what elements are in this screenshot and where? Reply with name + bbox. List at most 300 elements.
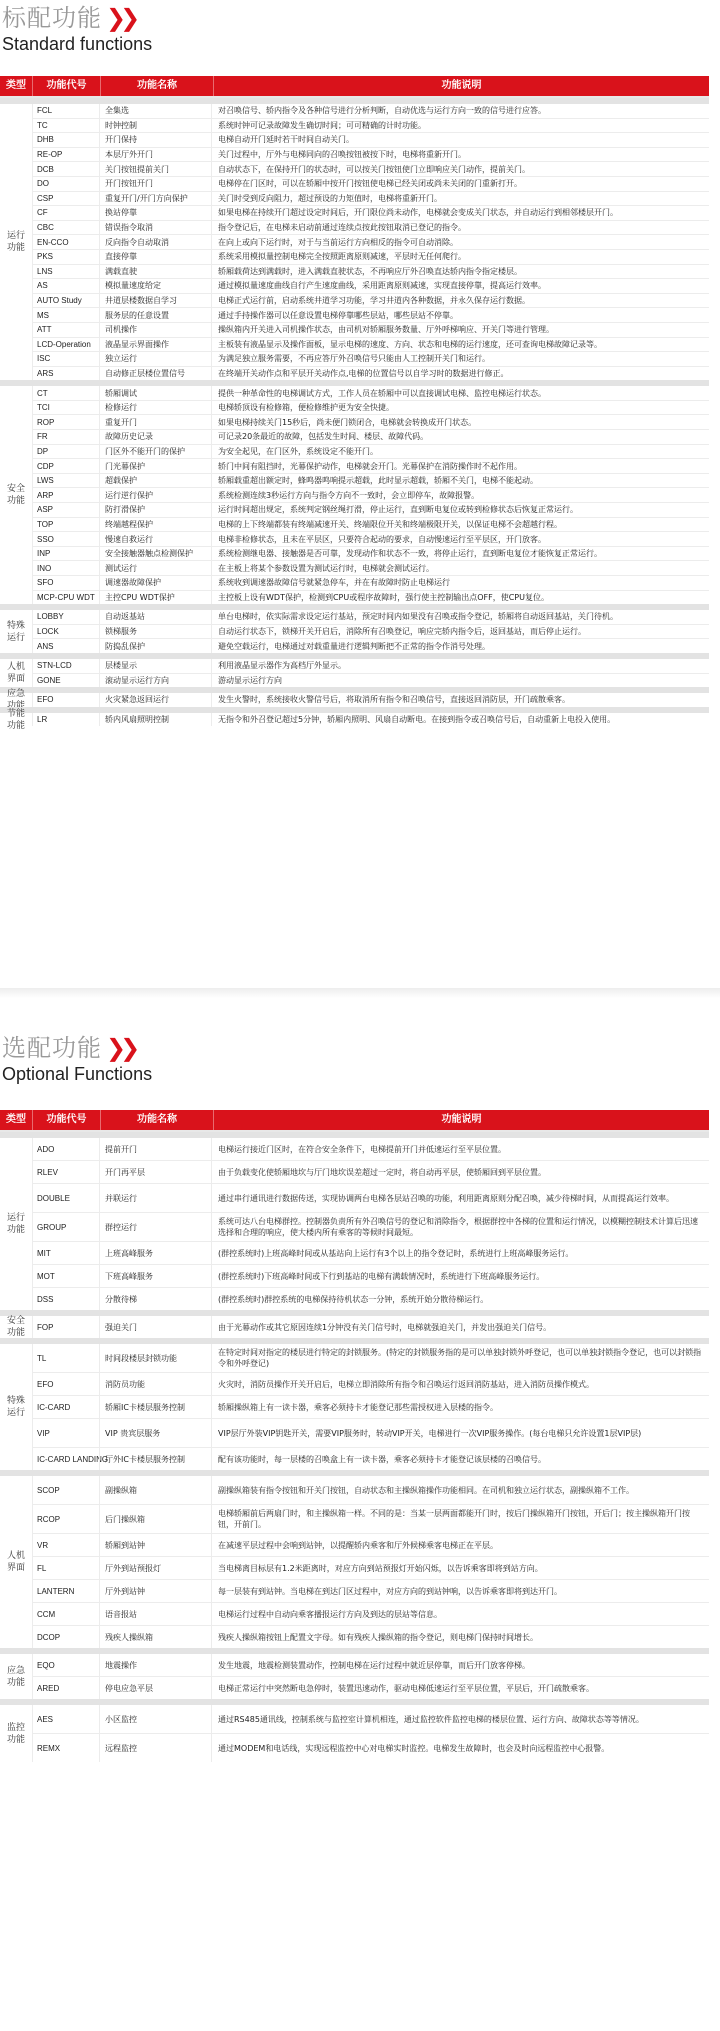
function-name: 火灾紧急返回运行 xyxy=(99,693,211,707)
table-row xyxy=(32,206,709,221)
function-group xyxy=(0,1648,709,1699)
function-description: 在主板上将某个参数设置为测试运行时，电梯就会测试运行。 xyxy=(211,561,709,575)
table-row xyxy=(32,659,709,674)
function-name: 时钟控制 xyxy=(99,119,211,133)
function-name: 防捣乱保护 xyxy=(99,639,211,653)
table-row xyxy=(32,1242,709,1265)
function-description: 系统检测继电器、接触器是否可靠，发现动作和状态不一致，将停止运行，直到断电复位才能恢复正常运行。 xyxy=(211,547,709,561)
function-group xyxy=(0,653,709,687)
function-description: 主控板上设有WDT保护，检测到CPU或程序故障时，强行使主控制输出点OFF，使CPU复位。 xyxy=(211,591,709,605)
function-name: 层楼显示 xyxy=(99,659,211,673)
function-description: 如果电梯持续关门15秒后，尚未便门锁闭合，电梯就会转换成开门状态。 xyxy=(211,415,709,429)
function-code: IC-CARD xyxy=(32,1396,99,1418)
function-description: 避免空载运行，电梯通过对载重量进行逻辑判断把不正常的指令作消号处理。 xyxy=(211,639,709,653)
table-row xyxy=(32,352,709,367)
optional-title-en: Optional Functions xyxy=(2,1064,153,1084)
function-description: 电梯轿厢前后两扇门时，和主操纵箱一样。不同的是：当某一层两面都能开门时，按后门操纵箱开门按钮，开后门；按主操纵箱开门按钮，开前门。 xyxy=(211,1505,709,1533)
function-code: AUTO Study xyxy=(32,294,99,308)
table-row xyxy=(32,1557,709,1580)
function-group xyxy=(0,380,709,604)
function-name: 满载直驶 xyxy=(99,265,211,279)
function-description: 单台电梯时，依实际需求设定运行基站，预定时间内如果没有召唤或指令登记，轿厢将自动返回基站，关门待机。 xyxy=(211,610,709,624)
function-code: EFO xyxy=(32,693,99,707)
standard-functions-table xyxy=(0,76,709,731)
function-name: 厅外IC卡楼层服务控制 xyxy=(99,1448,211,1470)
function-code: CSP xyxy=(32,192,99,206)
table-row xyxy=(32,294,709,309)
function-name: 调速器故障保护 xyxy=(99,576,211,590)
function-description: 电梯正式运行前，启动系统井道学习功能，学习井道内各种数据，并永久保存运行数据。 xyxy=(211,294,709,308)
function-code: EQO xyxy=(32,1654,99,1676)
table-row xyxy=(32,713,709,727)
function-code: VIP xyxy=(32,1419,99,1447)
function-code: TOP xyxy=(32,518,99,532)
function-description: 系统采用模拟量控制电梯完全按照距离原则减速，平层时无任何爬行。 xyxy=(211,250,709,264)
function-name: 全集选 xyxy=(99,104,211,118)
function-code: CF xyxy=(32,206,99,220)
table-row xyxy=(32,133,709,148)
function-description: 通过RS485通讯线，控制系统与监控室计算机相连，通过监控软件监控电梯的楼层位置、运行方向、故障状态等等情况。 xyxy=(211,1705,709,1733)
function-name: 小区监控 xyxy=(99,1705,211,1733)
function-description: 在减速平层过程中会响到站钟，以提醒轿内乘客和厅外候梯乘客电梯正在平层。 xyxy=(211,1534,709,1556)
function-description: 电梯运行过程中自动向乘客播报运行方向及到达的层站等信息。 xyxy=(211,1603,709,1625)
group-type-label: 人机 界面 xyxy=(6,1551,25,1573)
function-description: 轿厢载重超出额定时，蜂鸣器鸣响提示超载，此时显示超载，轿厢不关门，电梯不能起动。 xyxy=(211,474,709,488)
function-code: CCM xyxy=(32,1603,99,1625)
function-name: 地震操作 xyxy=(99,1654,211,1676)
table-row xyxy=(32,1161,709,1184)
function-name: 本层厅外开门 xyxy=(99,148,211,162)
function-description: 提供一种革命性的电梯调试方式，工作人员在轿厢中可以直接调试电梯、监控电梯运行状态。 xyxy=(211,386,709,400)
function-name: 下班高峰服务 xyxy=(99,1265,211,1287)
function-name: 直接停靠 xyxy=(99,250,211,264)
table-row xyxy=(32,279,709,294)
function-description: 在终端开关动作点和平层开关动作点,电梯的位置信号以自学习时的数据进行修正。 xyxy=(211,367,709,381)
function-code: LANTERN xyxy=(32,1580,99,1602)
group-type-label: 人机 界面 xyxy=(6,662,25,685)
function-name: 群控运行 xyxy=(99,1213,211,1241)
table-row xyxy=(32,518,709,533)
function-name: 消防员功能 xyxy=(99,1373,211,1395)
table-row xyxy=(32,250,709,265)
function-description: 系统时钟可记录故障发生确切时间；可可精确的计时功能。 xyxy=(211,119,709,133)
table-row xyxy=(32,1580,709,1603)
function-name: 上班高峰服务 xyxy=(99,1242,211,1264)
table-row xyxy=(32,235,709,250)
function-description: 电梯轿顶设有检修箱，便检修维护更为安全快捷。 xyxy=(211,401,709,415)
function-name: 超载保护 xyxy=(99,474,211,488)
table-row xyxy=(32,1734,709,1762)
optional-functions-table xyxy=(0,1110,709,1762)
table-row xyxy=(32,693,709,707)
function-description: (群控系统时)上班高峰时间或从基站向上运行有3个以上的指令登记时，系统进行上班高峰服务运行。 xyxy=(211,1242,709,1264)
function-name: 重复开门/开门方向保护 xyxy=(99,192,211,206)
function-code: GONE xyxy=(32,674,99,688)
group-type-label: 特殊 运行 xyxy=(6,620,25,643)
table-row xyxy=(32,1654,709,1677)
function-group xyxy=(0,1699,709,1762)
table-row xyxy=(32,1184,709,1213)
function-name: 分散待梯 xyxy=(99,1288,211,1310)
function-name: 门区外不能开门的保护 xyxy=(99,445,211,459)
table-row xyxy=(32,1138,709,1161)
function-code: TCI xyxy=(32,401,99,415)
function-code: ISC xyxy=(32,352,99,366)
function-code: ASP xyxy=(32,503,99,517)
table-row xyxy=(32,547,709,562)
function-description: 如果电梯在持续开门超过设定时间后，开门限位尚未动作，电梯就会变成关门状态，并自动运行到相邻楼层开门。 xyxy=(211,206,709,220)
function-code: STN-LCD xyxy=(32,659,99,673)
table-row xyxy=(32,386,709,401)
function-name: 提前开门 xyxy=(99,1138,211,1160)
function-description: 指令登记后，在电梯未启动前通过连续点按此按钮取消已登记的指令。 xyxy=(211,221,709,235)
function-name: 副操纵箱 xyxy=(99,1476,211,1504)
function-code: INO xyxy=(32,561,99,575)
function-description: 系统收到调速器故障信号就紧急停车，并在有故障时防止电梯运行 xyxy=(211,576,709,590)
double-chevron-right-icon: ❯❯ xyxy=(106,1034,135,1062)
function-description: 当电梯离目标层有1.2米距离时，对应方向到站预报灯开始闪烁，以告诉乘客即将到站方向。 xyxy=(211,1557,709,1579)
function-description: 主板装有液晶显示及操作面板，显示电梯的速度、方向、状态和电梯的运行速度，还可查询电梯故障记录等。 xyxy=(211,338,709,352)
table-row xyxy=(32,1705,709,1734)
function-group xyxy=(0,98,709,380)
function-description: 通过串行通讯进行数据传送，实现协调两台电梯各层站召唤的功能，利用距离原则分配召唤，减少待梯时间，从而提高运行效率。 xyxy=(211,1184,709,1212)
function-name: 轿厢调试 xyxy=(99,386,211,400)
table-row xyxy=(32,576,709,591)
function-description: 为安全起见，在门区外，系统设定不能开门。 xyxy=(211,445,709,459)
function-description: VIP层厅外装VIP钥匙开关，需要VIP服务时，转动VIP开关，电梯进行一次VIP服务操作。(每台电梯只允许设置1层VIP层) xyxy=(211,1419,709,1447)
function-code: DSS xyxy=(32,1288,99,1310)
standard-title-en: Standard functions xyxy=(2,34,153,54)
function-description: 关门时受到反向阻力，超过预设的力矩值时，电梯将重新开门。 xyxy=(211,192,709,206)
table-row xyxy=(32,474,709,489)
function-code: ANS xyxy=(32,639,99,653)
group-type-label: 运行 功能 xyxy=(6,1213,25,1235)
function-description: 系统可达八台电梯群控。控制器负责所有外召唤信号的登记和消除指令，根据群控中各梯的位置和运行情况，以模糊控制技术计算后迅速选择和合理的响应，使大楼内所有乘客的等候时间最短。 xyxy=(211,1213,709,1241)
function-name: 锁梯服务 xyxy=(99,625,211,639)
table-row xyxy=(32,192,709,207)
function-code: ARP xyxy=(32,488,99,502)
function-name: 厅外到站钟 xyxy=(99,1580,211,1602)
function-code: REMX xyxy=(32,1734,99,1762)
function-description: 火灾时，消防员操作开关开启后，电梯立即消除所有指令和召唤运行返回消防基站，进入消防员操作模式。 xyxy=(211,1373,709,1395)
function-description: 轿厢载荷达到满载时，进入满载直驶状态，不再响应厅外召唤直达轿内指令指定楼层。 xyxy=(211,265,709,279)
function-description: 可记录20条最近的故障，包括发生时间、楼层、故障代码。 xyxy=(211,430,709,444)
function-description: 操纵箱内开关进入司机操作状态，由司机对轿厢服务数量、厅外呼梯响应、开关门等进行管理。 xyxy=(211,323,709,337)
function-description: 运行时间超出规定，系统判定钢丝绳打滑，停止运行，直到断电复位或转到检修状态后恢复正常运行。 xyxy=(211,503,709,517)
function-code: LOBBY xyxy=(32,610,99,624)
function-description: 在特定时间对指定的楼层进行特定的封锁服务。(特定的封锁服务指的是可以单独封锁外呼登记，也可以单独封锁指令登记，也可以封锁指令和外呼登记) xyxy=(211,1344,709,1372)
function-code: AS xyxy=(32,279,99,293)
function-name: 开门保持 xyxy=(99,133,211,147)
table-row xyxy=(32,1316,709,1338)
function-code: TC xyxy=(32,119,99,133)
group-type-label: 节能 功能 xyxy=(6,708,25,731)
function-name: 厅外到站预报灯 xyxy=(99,1557,211,1579)
function-description: 副操纵箱装有指令按钮和开关门按钮，自动状态和主操纵箱操作功能相同。在司机和独立运行状态，副操纵箱不工作。 xyxy=(211,1476,709,1504)
table-row xyxy=(32,221,709,236)
function-description: 自动运行状态下，锁梯开关开启后，消除所有召唤登记，响应完轿内指令后，返回基站，而后停止运行。 xyxy=(211,625,709,639)
function-description: 为满足独立服务需要，不再应答厅外召唤信号只能由人工控制开关门和运行。 xyxy=(211,352,709,366)
function-description: 无指令和外召登记超过5分钟，轿厢内照明、风扇自动断电。在接到指令或召唤信号后，自动重新上电投入使用。 xyxy=(211,713,709,727)
function-code: SSO xyxy=(32,532,99,546)
function-code: DHB xyxy=(32,133,99,147)
function-code: CBC xyxy=(32,221,99,235)
function-description: (群控系统时)下班高峰时间或下行到基站的电梯有满载情况时，系统进行下班高峰服务运行。 xyxy=(211,1265,709,1287)
function-group xyxy=(0,1338,709,1470)
header-cell: 类型 xyxy=(0,1110,33,1130)
table-row xyxy=(32,1677,709,1699)
function-code: LR xyxy=(32,713,99,727)
function-name: 运行逆行保护 xyxy=(99,488,211,502)
function-description: 配有该功能时，每一层楼的召唤盒上有一读卡器，乘客必须持卡才能登记该层楼的召唤信号。 xyxy=(211,1448,709,1470)
function-name: 井道层楼数据自学习 xyxy=(99,294,211,308)
table-row xyxy=(32,1448,709,1470)
table-row xyxy=(32,323,709,338)
function-name: 换站停靠 xyxy=(99,206,211,220)
table-row xyxy=(32,162,709,177)
function-name: 时间段楼层封锁功能 xyxy=(99,1344,211,1372)
function-code: DOUBLE xyxy=(32,1184,99,1212)
function-description: 轿门中间有阻挡时，光幕保护动作，电梯就会开门。光幕保护在消防操作时不起作用。 xyxy=(211,459,709,473)
function-description: 每一层装有到站钟。当电梯在到达门区过程中，对应方向的到站钟响，以告诉乘客即将到达开门。 xyxy=(211,1580,709,1602)
table-row xyxy=(32,1213,709,1242)
function-name: 后门操纵箱 xyxy=(99,1505,211,1533)
function-description: 游动显示运行方向 xyxy=(211,674,709,688)
function-code: FL xyxy=(32,1557,99,1579)
table-row xyxy=(32,445,709,460)
header-cell: 功能名称 xyxy=(101,1110,214,1130)
function-code: VR xyxy=(32,1534,99,1556)
function-code: SCOP xyxy=(32,1476,99,1504)
function-description: (群控系统时)群控系统的电梯保持待机状态一分钟，系统开始分散待梯运行。 xyxy=(211,1288,709,1310)
function-description: 电梯自动开门延时若干时间自动关门。 xyxy=(211,133,709,147)
function-name: 错误指令取消 xyxy=(99,221,211,235)
function-name: 主控CPU WDT保护 xyxy=(99,591,211,605)
table-header xyxy=(0,76,709,98)
function-code: MS xyxy=(32,308,99,322)
function-description: 残疾人操纵箱按钮上配置文字母。如有残疾人操纵箱的指令登记，则电梯门保持时间增长。 xyxy=(211,1626,709,1648)
function-name: 轿厢IC卡楼层服务控制 xyxy=(99,1396,211,1418)
function-code: RE-OP xyxy=(32,148,99,162)
table-row xyxy=(32,639,709,653)
optional-title-block xyxy=(2,1034,152,1085)
table-row xyxy=(32,1476,709,1505)
table-row xyxy=(32,401,709,416)
function-name: 残疾人操纵箱 xyxy=(99,1626,211,1648)
group-type-label: 运行 功能 xyxy=(6,231,25,254)
function-code: ATT xyxy=(32,323,99,337)
function-description: 由于负载变化使轿厢地坎与厅门地坎误差超过一定时，将自动再平层，使轿厢回到平层位置。 xyxy=(211,1161,709,1183)
function-name: VIP 贵宾层服务 xyxy=(99,1419,211,1447)
table-row xyxy=(32,625,709,640)
function-description: 电梯非检修状态，且未在平层区，只要符合起动的要求，自动慢速运行至平层区，开门放客。 xyxy=(211,532,709,546)
function-name: 远程监控 xyxy=(99,1734,211,1762)
function-description: 利用液晶显示器作为高档厅外显示。 xyxy=(211,659,709,673)
function-code: RCOP xyxy=(32,1505,99,1533)
group-type-label: 安全 功能 xyxy=(6,484,25,507)
section-divider xyxy=(0,988,720,998)
function-code: EFO xyxy=(32,1373,99,1395)
standard-title-block xyxy=(2,4,152,55)
function-group xyxy=(0,604,709,653)
table-row xyxy=(32,561,709,576)
function-name: 防打滑保护 xyxy=(99,503,211,517)
function-name: 司机操作 xyxy=(99,323,211,337)
group-type-label: 安全 功能 xyxy=(6,1316,25,1338)
function-name: 重复开门 xyxy=(99,415,211,429)
function-name: 关门按钮提前关门 xyxy=(99,162,211,176)
function-name: 强迫关门 xyxy=(99,1316,211,1338)
function-code: MIT xyxy=(32,1242,99,1264)
header-cell: 类型 xyxy=(0,76,33,96)
table-row xyxy=(32,532,709,547)
group-type-label: 应急 功能 xyxy=(6,688,25,711)
header-cell: 功能说明 xyxy=(441,80,482,91)
function-group xyxy=(0,1310,709,1338)
function-code: DP xyxy=(32,445,99,459)
function-name: 自动修正层楼位置信号 xyxy=(99,367,211,381)
table-row xyxy=(32,1419,709,1448)
function-group xyxy=(0,1470,709,1648)
function-code: ROP xyxy=(32,415,99,429)
function-name: 开门再平层 xyxy=(99,1161,211,1183)
function-name: 反向指令自动取消 xyxy=(99,235,211,249)
table-row xyxy=(32,338,709,353)
function-name: 故障历史记录 xyxy=(99,430,211,444)
function-description: 电梯的上下终端都装有终端减速开关、终端限位开关和终端极限开关，以保证电梯不会超越行程。 xyxy=(211,518,709,532)
function-description: 在向上或向下运行时，对于与当前运行方向相反的指令可自动消除。 xyxy=(211,235,709,249)
function-code: IC-CARD LANDING xyxy=(32,1448,99,1470)
function-code: TL xyxy=(32,1344,99,1372)
table-row xyxy=(32,177,709,192)
function-code: PKS xyxy=(32,250,99,264)
function-name: 终端越程保护 xyxy=(99,518,211,532)
table-row xyxy=(32,415,709,430)
table-row xyxy=(32,459,709,474)
function-code: EN-CCO xyxy=(32,235,99,249)
function-name: 开门按钮开门 xyxy=(99,177,211,191)
function-code: GROUP xyxy=(32,1213,99,1241)
function-description: 由于光幕动作或其它原因连续1分钟没有关门信号时，电梯就强迫关门，并发出强迫关门信号。 xyxy=(211,1316,709,1338)
function-name: 自动返基站 xyxy=(99,610,211,624)
function-name: 滚动显示运行方向 xyxy=(99,674,211,688)
table-row xyxy=(32,1505,709,1534)
table-row xyxy=(32,674,709,688)
function-description: 电梯停在门区时，可以在轿厢中按开门按钮使电梯已经关闭或尚未关闭的门重新打开。 xyxy=(211,177,709,191)
function-code: ARS xyxy=(32,367,99,381)
function-code: LWS xyxy=(32,474,99,488)
function-code: MCP-CPU WDT xyxy=(32,591,99,605)
table-row xyxy=(32,1288,709,1310)
table-header xyxy=(0,1110,709,1132)
function-name: 测试运行 xyxy=(99,561,211,575)
function-code: FR xyxy=(32,430,99,444)
function-group xyxy=(0,687,709,711)
table-row xyxy=(32,265,709,280)
function-name: 停电应急平层 xyxy=(99,1677,211,1699)
function-code: DO xyxy=(32,177,99,191)
table-row xyxy=(32,488,709,503)
function-description: 自动状态下，在保持开门的状态时，可以按关门按钮使门立即响应关门动作，提前关门。 xyxy=(211,162,709,176)
function-name: 轿内风扇照明控制 xyxy=(99,713,211,727)
function-group xyxy=(0,707,709,731)
standard-title-cn: 标配功能 xyxy=(2,4,102,32)
header-cell: 功能说明 xyxy=(441,1114,482,1125)
function-code: CDP xyxy=(32,459,99,473)
function-code: ARED xyxy=(32,1677,99,1699)
function-description: 电梯正常运行中突然断电急停时，装置迅速动作，驱动电梯低速运行至平层位置，平层后，开门疏散乘客。 xyxy=(211,1677,709,1699)
table-row xyxy=(32,610,709,625)
function-description: 轿厢操纵箱上有一读卡器，乘客必须持卡才能登记那些需授权进入层楼的指令。 xyxy=(211,1396,709,1418)
function-code: FCL xyxy=(32,104,99,118)
function-code: MOT xyxy=(32,1265,99,1287)
table-row xyxy=(32,1344,709,1373)
function-description: 系统检测连续3秒运行方向与指令方向不一致时，会立即停车，故障报警。 xyxy=(211,488,709,502)
optional-title-cn: 选配功能 xyxy=(2,1034,102,1062)
function-description: 对召唤信号、轿内指令及各种信号进行分析判断，自动优选与运行方向一致的信号进行应答。 xyxy=(211,104,709,118)
double-chevron-right-icon: ❯❯ xyxy=(106,4,135,32)
function-code: ADO xyxy=(32,1138,99,1160)
function-name: 检修运行 xyxy=(99,401,211,415)
function-code: SFO xyxy=(32,576,99,590)
group-type-label: 应急 功能 xyxy=(6,1665,25,1688)
function-code: DCOP xyxy=(32,1626,99,1648)
function-description: 通过模拟量速度曲线自行产生速度曲线，采用距离原则减速，实现直接停靠，提高运行效率。 xyxy=(211,279,709,293)
function-name: 慢速自救运行 xyxy=(99,532,211,546)
table-row xyxy=(32,430,709,445)
group-type-label: 特殊 运行 xyxy=(6,1396,25,1418)
function-name: 服务层的任意设置 xyxy=(99,308,211,322)
function-name: 安全接触器触点检测保护 xyxy=(99,547,211,561)
function-code: LCD-Operation xyxy=(32,338,99,352)
function-name: 轿厢到站钟 xyxy=(99,1534,211,1556)
function-code: CT xyxy=(32,386,99,400)
header-cell: 功能代号 xyxy=(33,76,101,96)
function-description: 通过MODEM和电话线，实现远程监控中心对电梯实时监控。电梯发生故障时，也会及时向远程监控中心报警。 xyxy=(211,1734,709,1762)
function-description: 通过手持操作器可以任意设置电梯停靠哪些层站，哪些层站不停靠。 xyxy=(211,308,709,322)
function-group xyxy=(0,1132,709,1310)
table-row xyxy=(32,1265,709,1288)
table-row xyxy=(32,1626,709,1648)
function-description: 发生火警时，系统接收火警信号后，将取消所有指令和召唤信号，直接返回消防层，开门疏散乘客。 xyxy=(211,693,709,707)
table-row xyxy=(32,1373,709,1396)
table-row xyxy=(32,148,709,163)
group-type-label: 监控 功能 xyxy=(6,1722,25,1745)
table-row xyxy=(32,367,709,381)
function-description: 发生地震，地震检测装置动作，控制电梯在运行过程中就近层停靠，而后开门放客停梯。 xyxy=(211,1654,709,1676)
function-name: 模拟量速度给定 xyxy=(99,279,211,293)
function-code: INP xyxy=(32,547,99,561)
table-row xyxy=(32,119,709,134)
function-code: LNS xyxy=(32,265,99,279)
table-row xyxy=(32,591,709,605)
function-code: RLEV xyxy=(32,1161,99,1183)
table-row xyxy=(32,1534,709,1557)
function-code: LOCK xyxy=(32,625,99,639)
function-name: 语音报站 xyxy=(99,1603,211,1625)
table-row xyxy=(32,503,709,518)
table-row xyxy=(32,308,709,323)
function-name: 液晶显示界面操作 xyxy=(99,338,211,352)
function-code: FOP xyxy=(32,1316,99,1338)
table-row xyxy=(32,1396,709,1419)
table-row xyxy=(32,104,709,119)
function-code: AES xyxy=(32,1705,99,1733)
function-name: 独立运行 xyxy=(99,352,211,366)
function-description: 关门过程中，厅外与电梯同向的召唤按钮被按下时，电梯将重新开门。 xyxy=(211,148,709,162)
function-name: 并联运行 xyxy=(99,1184,211,1212)
function-name: 门光幕保护 xyxy=(99,459,211,473)
